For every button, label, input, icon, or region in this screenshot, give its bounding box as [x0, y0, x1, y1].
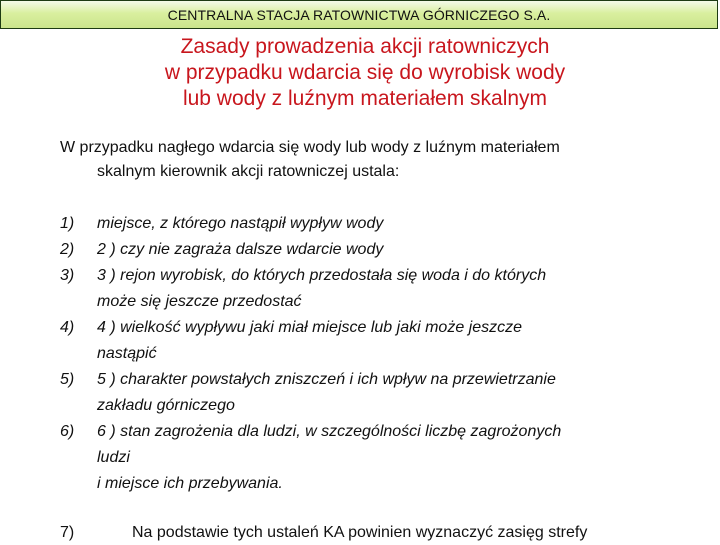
- list-number: 7): [60, 524, 75, 541]
- list-number: 2): [60, 241, 75, 258]
- title-line: w przypadku wdarcia się do wyrobisk wody: [164, 61, 566, 84]
- list-text: Na podstawie tych ustaleń KA powinien wyznaczyć zasięg strefy: [132, 524, 588, 541]
- list-text: ludzi: [97, 449, 130, 466]
- title-line: lub wody z luźnym materiałem skalnym: [182, 87, 548, 110]
- list-text: 5 ) charakter powstałych zniszczeń i ich wpływ na przewietrzanie: [97, 371, 556, 388]
- list-text: 2 ) czy nie zagraża dalsze wdarcie wody: [97, 241, 384, 258]
- header-bar: [0, 0, 718, 29]
- list-number: 5): [60, 371, 75, 388]
- list-number: 4): [60, 319, 75, 336]
- header-title: CENTRALNA STACJA RATOWNICTWA GÓRNICZEGO S.A.: [167, 7, 551, 23]
- list-text: miejsce, z którego nastąpił wypływ wody: [97, 215, 384, 232]
- list-text: 3 ) rejon wyrobisk, do których przedostała się woda i do których: [97, 267, 547, 284]
- list-text: i miejsce ich przebywania.: [97, 475, 283, 492]
- list-number: 3): [60, 267, 75, 284]
- intro-paragraph: [60, 136, 700, 184]
- list-number: 1): [60, 215, 75, 232]
- list-number: 6): [60, 423, 75, 440]
- list-text: zakładu górniczego: [97, 397, 235, 414]
- title-line: Zasady prowadzenia akcji ratowniczych: [180, 35, 550, 58]
- slide-title: [60, 34, 670, 112]
- list-text: 6 ) stan zagrożenia dla ludzi, w szczególności liczbę zagrożonych: [97, 423, 562, 440]
- list-text: może się jeszcze przedostać: [97, 293, 302, 310]
- list-text: 4 ) wielkość wypływu jaki miał miejsce lub jaki może jeszcze: [97, 319, 523, 336]
- list-text: nastąpić: [97, 345, 157, 362]
- intro-line: W przypadku nagłego wdarcia się wody lub wody z luźnym materiałem: [60, 139, 560, 156]
- intro-line: skalnym kierownik akcji ratowniczej ustala:: [97, 163, 400, 180]
